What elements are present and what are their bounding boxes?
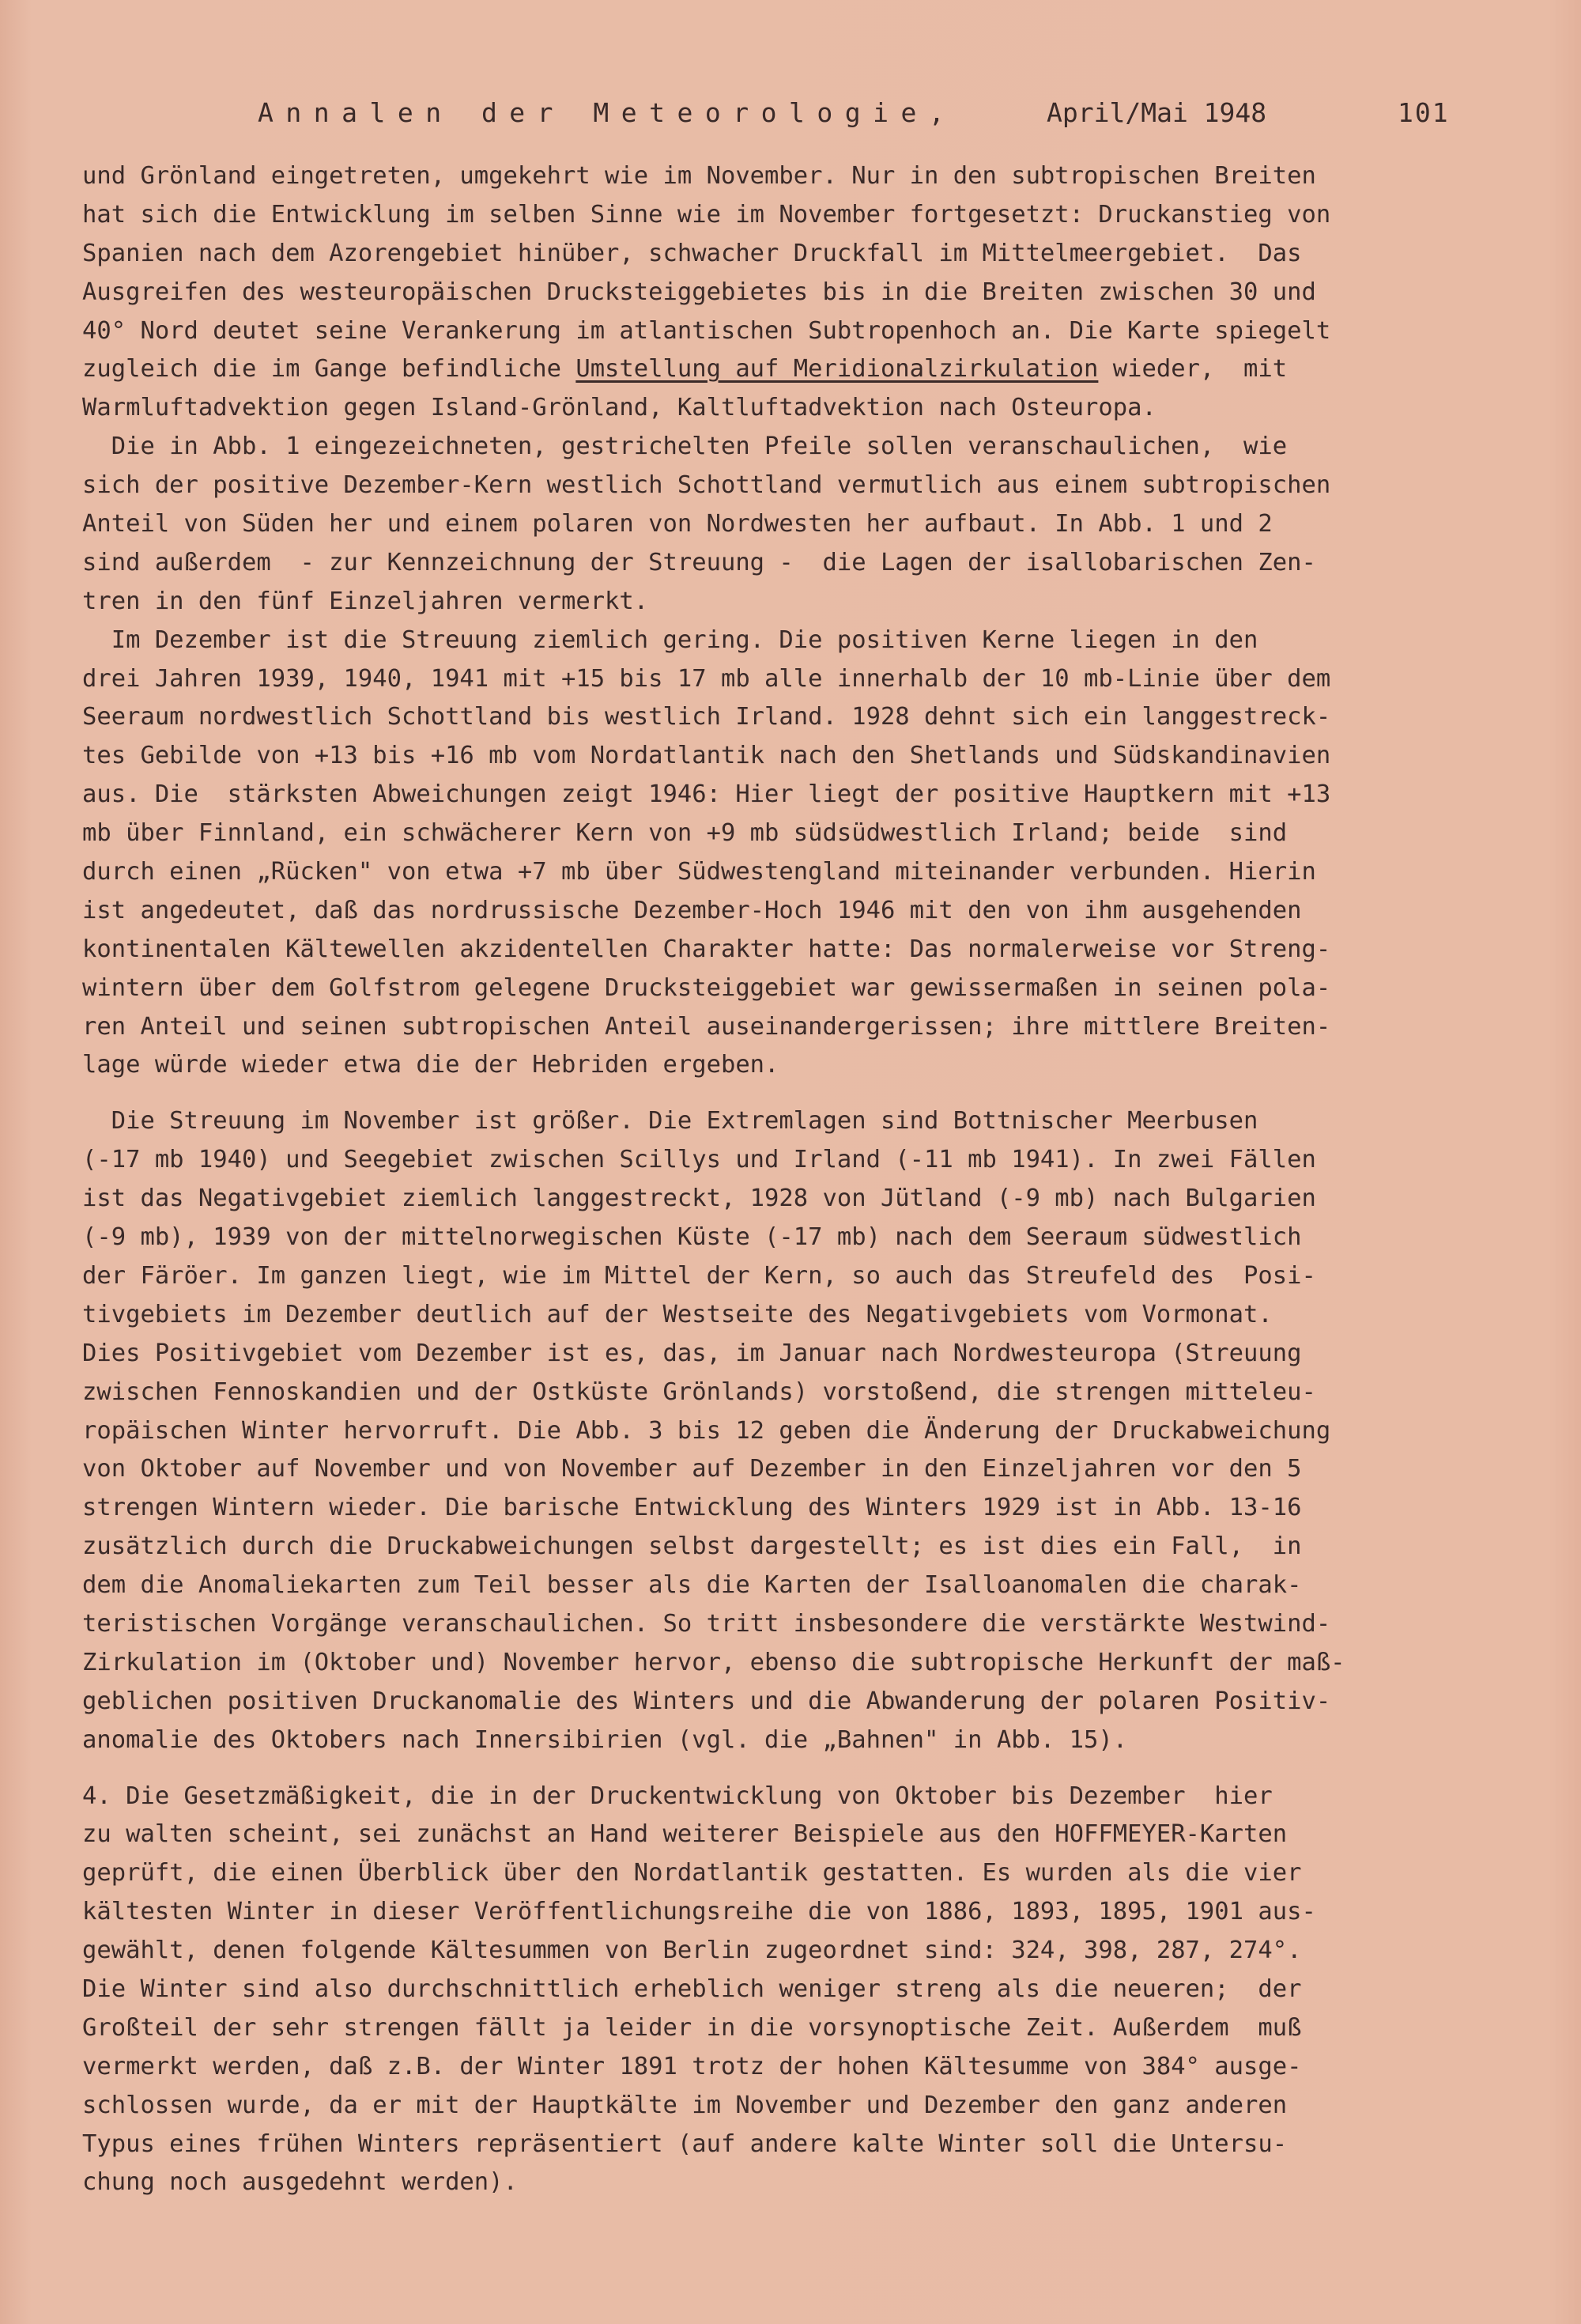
text-line: hat sich die Entwicklung im selben Sinne wie im November fortgesetzt: Druckanstieg von	[82, 200, 1331, 229]
text-line: Die Streuung im November ist größer. Die Extremlagen sind Bottnischer Meerbusen	[82, 1107, 1258, 1136]
text-line: ropäischen Winter hervorruft. Die Abb. 3 bis 12 geben die Änderung der Druckabweichung	[82, 1416, 1331, 1445]
text-line: ist angedeutet, daß das nordrussische Dezember-Hoch 1946 mit den von ihm ausgehenden	[82, 896, 1302, 924]
paragraph	[82, 428, 1458, 621]
paragraph	[82, 1778, 1458, 2203]
text-line: der Färöer. Im ganzen liegt, wie im Mittel der Kern, so auch das Streufeld des Posi-	[82, 1261, 1316, 1290]
text-line: Spanien nach dem Azorengebiet hinüber, schwacher Druckfall im Mittelmeergebiet. Das	[82, 239, 1302, 267]
page-number: 101	[1398, 97, 1450, 128]
text-line: strengen Wintern wieder. Die barische Entwicklung des Winters 1929 ist in Abb. 13-16	[82, 1494, 1302, 1522]
text-line: drei Jahren 1939, 1940, 1941 mit +15 bis 17 mb alle innerhalb der 10 mb-Linie über dem	[82, 664, 1331, 693]
text-line: von Oktober auf November und von November auf Dezember in den Einzeljahren vor den 5	[82, 1455, 1302, 1483]
text-line: schlossen wurde, da er mit der Hauptkälte im November und Dezember den ganz anderen	[82, 2091, 1288, 2119]
text-line: lage würde wieder etwa die der Hebriden ergeben.	[82, 1051, 779, 1079]
text-line: sind außerdem - zur Kennzeichnung der Streuung - die Lagen der isallobarischen Zen-	[82, 548, 1316, 576]
text-line: Seeraum nordwestlich Schottland bis westlich Irland. 1928 dehnt sich ein langgestreck-	[82, 703, 1331, 731]
text-line: kontinentalen Kältewellen akzidentellen Charakter hatte: Das normalerweise vor Streng-	[82, 935, 1331, 963]
text-line: Typus eines frühen Winters repräsentiert (auf andere kalte Winter soll die Untersu-	[82, 2129, 1288, 2158]
text-line: ren Anteil und seinen subtropischen Anteil auseinandergerissen; ihre mittlere Breiten-	[82, 1012, 1331, 1041]
text-line: sich der positive Dezember-Kern westlich Schottland vermutlich aus einem subtropischen	[82, 471, 1331, 500]
paragraph	[82, 1102, 1458, 1759]
text-line: Die in Abb. 1 eingezeichneten, gestrichelten Pfeile sollen veranschaulichen, wie	[82, 433, 1288, 461]
text-line: dem die Anomaliekarten zum Teil besser als die Karten der Isalloanomalen die charak-	[82, 1571, 1302, 1600]
text-line: Dies Positivgebiet vom Dezember ist es, das, im Januar nach Nordwesteuropa (Streuung	[82, 1339, 1302, 1367]
text-line: Anteil von Süden her und einem polaren von Nordwesten her aufbaut. In Abb. 1 und 2	[82, 510, 1273, 538]
text-line: 40° Nord deutet seine Verankerung im atlantischen Subtropenhoch an. Die Karte spiegelt	[82, 316, 1331, 345]
article-body	[82, 157, 1458, 2202]
text-line: Zirkulation im (Oktober und) November hervor, ebenso die subtropische Herkunft der maß-	[82, 1648, 1345, 1676]
text-line: vermerkt werden, daß z.B. der Winter 1891 trotz der hohen Kältesumme von 384° ausge-	[82, 2052, 1302, 2080]
text-line: ist das Negativgebiet ziemlich langgestreckt, 1928 von Jütland (-9 mb) nach Bulgarien	[82, 1185, 1316, 1213]
paragraph	[82, 157, 1458, 428]
text-line: tivgebiets im Dezember deutlich auf der Westseite des Negativgebiets vom Vormonat.	[82, 1300, 1273, 1328]
text-line: mb über Finnland, ein schwächerer Kern von +9 mb südsüdwestlich Irland; beide sind	[82, 819, 1288, 848]
text-line: kältesten Winter in dieser Veröffentlichungsreihe die von 1886, 1893, 1895, 1901 aus-	[82, 1898, 1316, 1926]
text-line: tren in den fünf Einzeljahren vermerkt.	[82, 587, 649, 615]
text-line: (-9 mb), 1939 von der mittelnorwegischen Küste (-17 mb) nach dem Seeraum südwestlich	[82, 1223, 1302, 1252]
text-line: 4. Die Gesetzmäßigkeit, die in der Druckentwicklung von Oktober bis Dezember hier	[82, 1782, 1273, 1810]
text-line: gewählt, denen folgende Kältesummen von Berlin zugeordnet sind: 324, 398, 287, 274°.	[82, 1937, 1302, 1965]
text-line: anomalie des Oktobers nach Innersibirien (vgl. die „Bahnen" in Abb. 15).	[82, 1725, 1128, 1754]
text-line: geprüft, die einen Überblick über den Nordatlantik gestatten. Es wurden als die vier	[82, 1859, 1302, 1888]
text-line: aus. Die stärksten Abweichungen zeigt 1946: Hier liegt der positive Hauptkern mit +13	[82, 780, 1331, 809]
text-line: tes Gebilde von +13 bis +16 mb vom Nordatlantik nach den Shetlands und Südskandinavien	[82, 742, 1331, 770]
text-line: zu walten scheint, sei zunächst an Hand weiterer Beispiele aus den HOFFMEYER-Karten	[82, 1820, 1288, 1849]
text-line: zwischen Fennoskandien und der Ostküste Grönlands) vorstoßend, die strengen mitteleu-	[82, 1377, 1316, 1406]
text-line: Großteil der sehr strengen fällt ja leider in die vorsynoptische Zeit. Außerdem muß	[82, 2013, 1302, 2042]
issue-date: April/Mai 1948	[1047, 97, 1267, 128]
text-line: chung noch ausgedehnt werden).	[82, 2168, 518, 2197]
text-line: Die Winter sind also durchschnittlich erheblich weniger streng als die neueren; der	[82, 1974, 1302, 2003]
text-line: und Grönland eingetreten, umgekehrt wie im November. Nur in den subtropischen Breiten	[82, 162, 1316, 190]
text-line: zusätzlich durch die Druckabweichungen selbst dargestellt; es ist dies ein Fall, in	[82, 1532, 1302, 1561]
running-header	[258, 93, 1450, 133]
text-line: zugleich die im Gange befindliche Umstellung auf Meridionalzirkulation wieder, mit	[82, 355, 1288, 384]
paragraph	[82, 622, 1458, 1086]
text-line: (-17 mb 1940) und Seegebiet zwischen Scillys und Irland (-11 mb 1941). In zwei Fällen	[82, 1146, 1316, 1174]
text-line: geblichen positiven Druckanomalie des Winters und die Abwanderung der polaren Positiv-	[82, 1687, 1331, 1715]
text-line: Im Dezember ist die Streuung ziemlich gering. Die positiven Kerne liegen in den	[82, 625, 1258, 654]
text-line: teristischen Vorgänge veranschaulichen. So tritt insbesondere die verstärkte Westwind-	[82, 1609, 1331, 1638]
text-line: Ausgreifen des westeuropäischen Drucksteiggebietes bis in die Breiten zwischen 30 und	[82, 278, 1316, 306]
journal-title: Annalen der Meteorologie,	[258, 97, 957, 128]
text-line: durch einen „Rücken" von etwa +7 mb über Südwestengland miteinander verbunden. Hierin	[82, 858, 1316, 886]
text-line: Warmluftadvektion gegen Island-Grönland, Kaltluftadvektion nach Osteuropa.	[82, 394, 1157, 422]
text-line: wintern über dem Golfstrom gelegene Drucksteiggebiet war gewissermaßen in seinen pola-	[82, 973, 1331, 1002]
